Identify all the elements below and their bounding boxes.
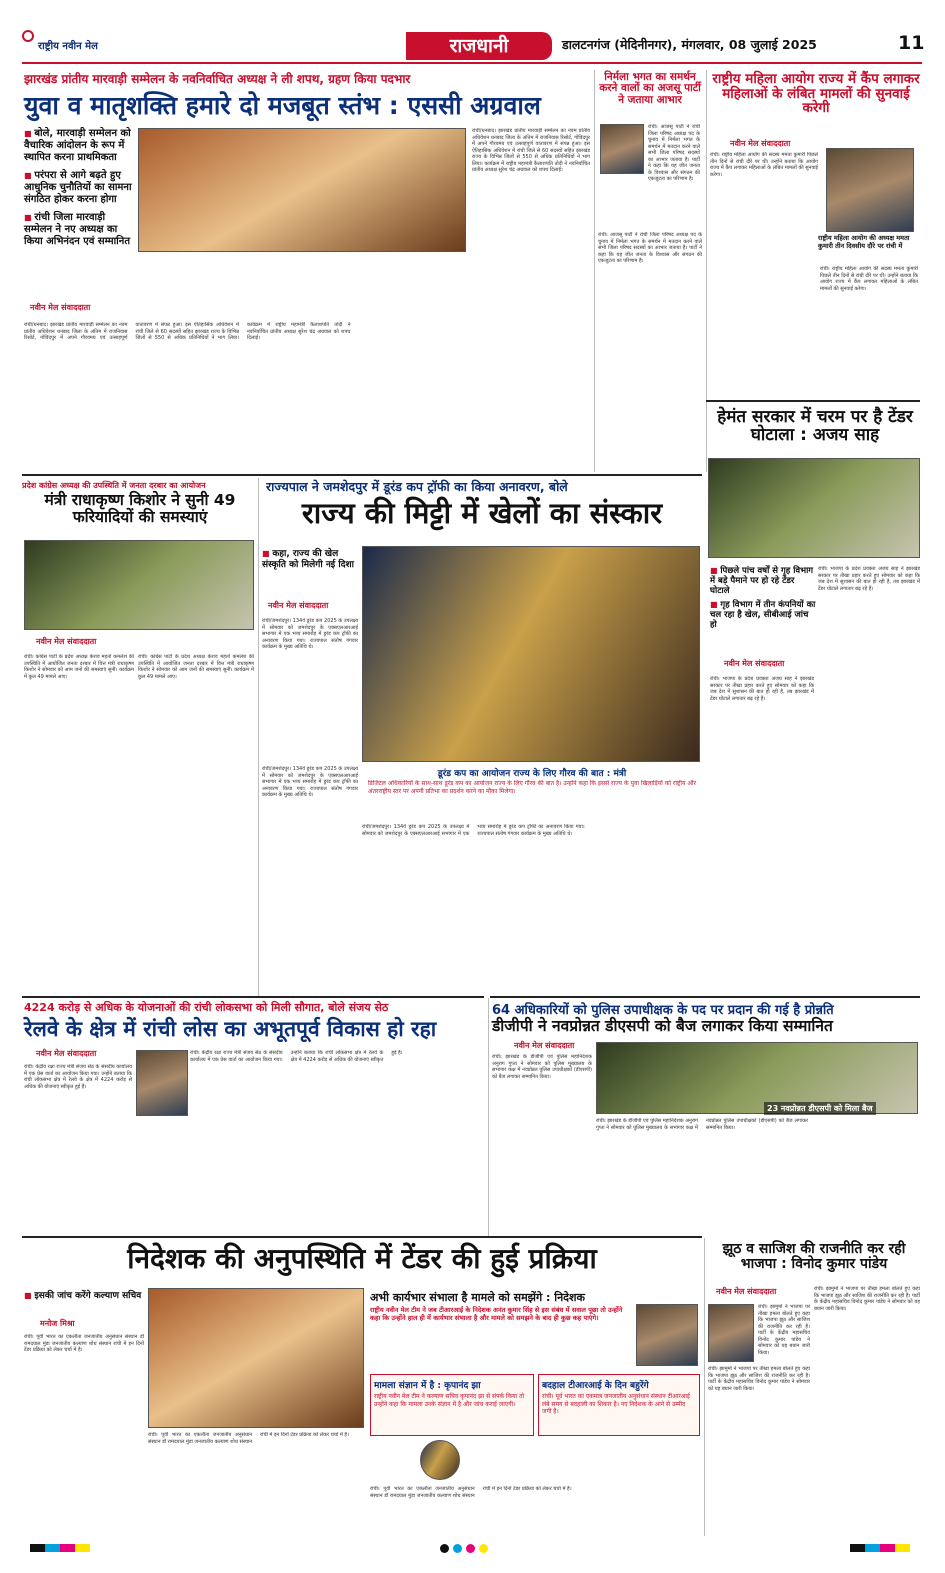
story3-photo-caption: राष्ट्रीय महिला आयोग की अध्यक्ष ममता कुमारी तीन दिवसीय दौरे पर रांची में xyxy=(818,234,910,250)
story6-body-cont: रांची/जमशेदपुर। 134वें डूरंड कप 2025 के उपलक्ष्य में सोमवार को जमशेदपुर के एक्सएलआरआई सभागार में एक भव्य समारोह में डूरंड कप ट्रॉफी का अनावरण किया गया। राज्यपाल संतोष गंगवार कार्यक्रम के मुख्य अतिथि थे। xyxy=(262,766,358,798)
story8-headline: डीजीपी ने नवप्रोन्नत डीएसपी को बैज लगाकर किया सम्मानित xyxy=(492,1017,833,1035)
story1-body: रांची/धनबाद। झारखंड प्रांतीय मारवाड़ी सम्मेलन का नवम प्रांतीय अधिवेशन धनबाद जिला के अंतिम में राजनिवास रिसोर्ट, गोविंदपुर में अपने गौरवमय एवं उत्साहपूर्ण वातावरण में संपन्न हुआ। इस ऐतिहासिक अधिवेशन में रांची जिले से 60 सदस्यों सहित झारखंड राज्य के विभिन्न जिलों से 550 से अधिक प्रतिनिधियों ने भाग लिया। कार्यक्रम में राष्ट्रीय महामंत्री कैलाशपति तोदी ने नवनिर्वाचित प्रांतीय अध्यक्ष सुरेश चंद्र अग्रवाल को शपथ दिलाई। xyxy=(24,322,351,341)
story4-bullets xyxy=(710,566,816,630)
story3-headline: राष्ट्रीय महिला आयोग राज्य में कैंप लगाकर महिलाओं के लंबित मामलों की सुनवाई करेगी xyxy=(712,71,920,117)
color-swatch xyxy=(880,1544,895,1552)
section-rule xyxy=(22,474,702,476)
color-swatch xyxy=(45,1544,60,1552)
column-rule xyxy=(488,998,489,1236)
story6-kicker: राज्यपाल ने जमशेदपुर में डूरंड कप ट्रॉफी का किया अनावरण, बोले xyxy=(266,479,568,494)
story1-kicker: झारखंड प्रांतीय मारवाड़ी सम्मेलन के नवनिर्वाचित अध्यक्ष ने ली शपथ, ग्रहण किया पदभार xyxy=(24,72,411,86)
story6-bullets xyxy=(262,548,358,571)
story10-body: रांची। झामुमो ने भाजपा पर तीखा हमला बोलते हुए कहा कि भाजपा झूठ और साजिश की राजनीति कर रही है। पार्टी के केंद्रीय महासचिव विनोद कुमार पांडेय ने सोमवार को यह बयान जारी किया। xyxy=(758,1304,810,1356)
story9-sub-lead: राष्ट्रीय नवीन मेल टीम ने जब टीआरआई के निदेशक अनंत कुमार सिंह से इस संबंध में सवाल पूछा तो उन्होंने कहा कि उन्होंने हाल ही में कार्यभार संभाला है और मामले को समझने के बाद ही कुछ कह पाएंगे। xyxy=(370,1306,623,1322)
dot xyxy=(440,1544,449,1553)
bullet: ■ पिछले पांच वर्षों से गृह विभाग में बड़े पैमाने पर हो रहे टेंडर घोटाले xyxy=(710,566,816,596)
story9-body: रांची। पूर्वी भारत का एकलौता जनजातीय अनुसंधान संस्थान डॉ रामदयाल मुंडा जनजातीय कल्याण शोध संस्थान रांची में इन दिनों टेंडर प्रक्रिया को लेकर चर्चा में है। xyxy=(24,1334,144,1353)
story6-byline: नवीन मेल संवाददाता xyxy=(268,601,329,610)
box2-title: बदहाल टीआरआई के दिन बहुरेंगे xyxy=(542,1381,649,1391)
story9-body-cont: रांची। पूर्वी भारत का एकलौता जनजातीय अनुसंधान संस्थान डॉ रामदयाल मुंडा जनजातीय कल्याण शोध संस्थान रांची में इन दिनों टेंडर प्रक्रिया को लेकर चर्चा में है। xyxy=(148,1432,349,1445)
story9-body-more: रांची। पूर्वी भारत का एकलौता जनजातीय अनुसंधान संस्थान डॉ रामदयाल मुंडा जनजातीय कल्याण शोध संस्थान रांची में इन दिनों टेंडर प्रक्रिया को लेकर चर्चा में है। xyxy=(370,1486,572,1499)
story4-byline: नवीन मेल संवाददाता xyxy=(724,659,785,668)
story5-byline: नवीन मेल संवाददाता xyxy=(36,637,97,646)
story10-headline: झूठ व साजिश की राजनीति कर रही भाजपा : विनोद कुमार पांडेय xyxy=(722,1241,906,1273)
column-rule xyxy=(706,70,707,472)
dateline: डालटनगंज (मेदिनीनगर), मंगलवार, 08 जुलाई 2025 xyxy=(562,37,817,52)
color-bar xyxy=(850,1544,910,1552)
story6-photo-caption-head: डूरंड कप का आयोजन राज्य के लिए गौरव की बात : मंत्री xyxy=(437,769,627,779)
story8-byline: नवीन मेल संवाददाता xyxy=(514,1041,575,1050)
story1-body-cont: रांची/धनबाद। झारखंड प्रांतीय मारवाड़ी सम्मेलन का नवम प्रांतीय अधिवेशन धनबाद जिला के अंतिम में राजनिवास रिसोर्ट, गोविंदपुर में अपने गौरवमय एवं उत्साहपूर्ण वातावरण में संपन्न हुआ। इस ऐतिहासिक अधिवेशन में रांची जिले से 60 सदस्यों सहित झारखंड राज्य के विभिन्न जिलों से 550 से अधिक प्रतिनिधियों ने भाग लिया। कार्यक्रम में राष्ट्रीय महामंत्री कैलाशपति तोदी ने नवनिर्वाचित प्रांतीय अध्यक्ष सुरेश चंद्र अग्रवाल को शपथ दिलाई। xyxy=(472,128,590,173)
box2-text: रांची। पूर्व भारत का एकमात्र जनजातीय अनुसंधान संस्थान टीआरआई लंबे समय से बदहाली का शिकार है। नए निदेशक के आने से उम्मीद जगी है। xyxy=(542,1393,690,1415)
story9-portrait-photo xyxy=(420,1440,460,1480)
story7-kicker: 4224 करोड़ से अधिक के योजनाओं की रांची लोकसभा को मिली सौगात, बोले संजय सेठ xyxy=(24,1001,389,1014)
dot xyxy=(479,1544,488,1553)
story2-body-cont: रांची। आजसू पार्टी ने रांची जिला परिषद अध्यक्ष पद के चुनाव में निर्मला भगत के समर्थन में मतदान करने वाले सभी जिला परिषद सदस्यों का आभार जताया है। पार्टी ने कहा कि यह जीत जनता के विश्वास और संगठन की एकजुटता का परिणाम है। xyxy=(598,232,702,264)
story7-photo xyxy=(136,1050,188,1116)
masthead-rule xyxy=(22,62,922,64)
story7-body: रांची। केंद्रीय रक्षा राज्य मंत्री संजय सेठ के संसदीय कार्यालय में एक प्रेस वार्ता का आयोजन किया गया। उन्होंने बताया कि रांची लोकसभा क्षेत्र में रेलवे के क्षेत्र में 4224 करोड़ से अधिक की योजनाएं स्वीकृत हुई हैं। xyxy=(24,1064,132,1090)
story4-headline: हेमंत सरकार में चरम पर है टेंडर घोटाला : अजय साह xyxy=(717,407,913,446)
story1-byline: नवीन मेल संवाददाता xyxy=(30,303,91,312)
story9-box2 xyxy=(538,1374,700,1436)
story9-box1 xyxy=(370,1374,534,1436)
bullet: ■ परंपरा से आगे बढ़ते हुए आधुनिक चुनौतियों का सामना संगठित होकर करना होगा xyxy=(24,170,132,206)
story6-photo-caption: डिजिटल अधिकारियों के साथ-साथ डूरंड कप का आयोजन राज्य के लिए गौरव की बात है। उन्होंने कहा कि इससे राज्य के युवा खिलाड़ियों को राष्ट्रीय और अंतरराष्ट्रीय स्तर पर अपनी प्रतिभा का प्रदर्शन करने का मौका मिलेगा। xyxy=(368,780,696,795)
bullet: ■ बोले, मारवाड़ी सम्मेलन को वैचारिक आंदोलन के रूप में स्थापित करना प्राथमिकता xyxy=(24,128,132,164)
story1-photo xyxy=(138,128,466,252)
box1-title: मामला संज्ञान में है : कृपानंद झा xyxy=(374,1381,481,1391)
story10-body-more: रांची। झामुमो ने भाजपा पर तीखा हमला बोलते हुए कहा कि भाजपा झूठ और साजिश की राजनीति कर रही है। पार्टी के केंद्रीय महासचिव विनोद कुमार पांडेय ने सोमवार को यह बयान जारी किया। xyxy=(814,1286,920,1312)
color-bar xyxy=(30,1544,90,1552)
story8-body-cont: रांची। झारखंड के डीजीपी एवं पुलिस महानिदेशक अनुराग गुप्ता ने सोमवार को पुलिस मुख्यालय के सभागार कक्ष में नवप्रोन्नत पुलिस उपाधीक्षकों (डीएसपी) को बैज लगाकर सम्मानित किया। xyxy=(596,1118,808,1131)
story10-body-cont: रांची। झामुमो ने भाजपा पर तीखा हमला बोलते हुए कहा कि भाजपा झूठ और साजिश की राजनीति कर रही है। पार्टी के केंद्रीय महासचिव विनोद कुमार पांडेय ने सोमवार को यह बयान जारी किया। xyxy=(708,1366,810,1392)
story9-photo xyxy=(148,1288,364,1428)
registration-mark-icon xyxy=(22,30,34,42)
bullet: ■ गृह विभाग में तीन कंपनियों का चल रहा है खेल, सीबीआई जांच हो xyxy=(710,600,816,630)
section-rule xyxy=(22,1236,702,1238)
box1-text: राष्ट्रीय नवीन मेल टीम ने कल्याण सचिव कृपानंद झा से संपर्क किया तो उन्होंने कहा कि मामला उनके संज्ञान में है और जांच कराई जाएगी। xyxy=(374,1393,525,1408)
color-swatch xyxy=(850,1544,865,1552)
bullet: ■ कहा, राज्य की खेल संस्कृति को मिलेगी नई दिशा xyxy=(262,548,358,571)
story3-byline: नवीन मेल संवाददाता xyxy=(730,139,791,148)
color-swatch xyxy=(60,1544,75,1552)
story7-body-cont: रांची। केंद्रीय रक्षा राज्य मंत्री संजय सेठ के संसदीय कार्यालय में एक प्रेस वार्ता का आयोजन किया गया। उन्होंने बताया कि रांची लोकसभा क्षेत्र में रेलवे के क्षेत्र में 4224 करोड़ से अधिक की योजनाएं स्वीकृत हुई हैं। xyxy=(190,1050,403,1063)
story1-headline: युवा व मातृशक्ति हमारे दो मजबूत स्तंभ : एससी अग्रवाल xyxy=(24,91,541,120)
dot xyxy=(453,1544,462,1553)
story4-body: रांची। भाजपा के प्रदेश प्रवक्ता अजय साह ने झारखंड सरकार पर तीखा प्रहार करते हुए सोमवार को कहा कि जब देश में सुशासन की बात हो रही है, तब झारखंड में टेंडर घोटाले लगातार बढ़ रहे हैं। xyxy=(710,676,814,702)
story2-headline: निर्मला भगत का समर्थन करने वालों का अजसू पार्टी ने जताया आभार xyxy=(599,71,701,106)
story2-photo xyxy=(600,124,644,174)
dot xyxy=(466,1544,475,1553)
story2-body: रांची। आजसू पार्टी ने रांची जिला परिषद अध्यक्ष पद के चुनाव में निर्मला भगत के समर्थन में मतदान करने वाले सभी जिला परिषद सदस्यों का आभार जताया है। पार्टी ने कहा कि यह जीत जनता के विश्वास और संगठन की एकजुटता का परिणाम है। xyxy=(648,124,700,182)
bullet: ■ रांची जिला मारवाड़ी सम्मेलन ने नए अध्यक्ष का किया अभिनंदन एवं सम्मानित xyxy=(24,212,132,248)
story5-body-cont: रांची। कांग्रेस पार्टी के प्रदेश अध्यक्ष केशव महतो कमलेश की उपस्थिति में आयोजित जनता दरबार में वित्त मंत्री राधाकृष्ण किशोर ने सोमवार को आम जनों की समस्याएं सुनीं। कार्यक्रम में कुल 49 मामले आए। xyxy=(138,654,254,680)
story9-inset-photo xyxy=(636,1304,698,1366)
story8-photo-caption: 23 नवप्रोन्नत डीएसपी को मिला बैज xyxy=(764,1102,876,1115)
bullet: ■ इसकी जांच करेंगे कल्याण सचिव xyxy=(24,1290,142,1302)
story6-headline: राज्य की मिट्टी में खेलों का संस्कार xyxy=(301,496,663,530)
column-rule xyxy=(594,70,595,472)
column-rule xyxy=(258,478,259,996)
column-rule xyxy=(704,1238,705,1536)
story7-byline: नवीन मेल संवाददाता xyxy=(36,1049,97,1058)
story8-body: रांची। झारखंड के डीजीपी एवं पुलिस महानिदेशक अनुराग गुप्ता ने सोमवार को पुलिस मुख्यालय के सभागार कक्ष में नवप्रोन्नत पुलिस उपाधीक्षकों (डीएसपी) को बैज लगाकर सम्मानित किया। xyxy=(492,1054,592,1080)
story10-photo xyxy=(708,1304,754,1362)
masthead xyxy=(22,30,925,64)
story6-body-more: रांची/जमशेदपुर। 134वें डूरंड कप 2025 के उपलक्ष्य में सोमवार को जमशेदपुर के एक्सएलआरआई सभागार में एक भव्य समारोह में डूरंड कप ट्रॉफी का अनावरण किया गया। राज्यपाल संतोष गंगवार कार्यक्रम के मुख्य अतिथि थे। xyxy=(362,824,585,837)
story9-bullets xyxy=(24,1290,142,1302)
story10-byline: नवीन मेल संवाददाता xyxy=(716,1287,777,1296)
story5-kicker: प्रदेश कांग्रेस अध्यक्ष की उपस्थिति में जनता दरबार का आयोजन xyxy=(22,481,206,490)
story9-subhead: अभी कार्यभार संभाला है मामले को समझेंगे : निदेशक xyxy=(370,1291,585,1304)
color-swatch xyxy=(895,1544,910,1552)
story3-photo xyxy=(826,148,914,232)
story8-kicker: 64 अधिकारियों को पुलिस उपाधीक्षक के पद पर प्रदान की गई है प्रोन्नति xyxy=(492,1003,834,1018)
story9-headline: निदेशक की अनुपस्थिति में टेंडर की हुई प्रक्रिया xyxy=(127,1242,597,1275)
section-rule xyxy=(22,996,484,998)
story4-photo xyxy=(708,458,920,558)
story5-headline: मंत्री राधाकृष्ण किशोर ने सुनी 49 फरियादियों की समस्याएं xyxy=(44,491,236,526)
page-number: 11 xyxy=(898,32,925,54)
story9-byline: मनोज मिश्रा xyxy=(40,1319,75,1328)
story5-body: रांची। कांग्रेस पार्टी के प्रदेश अध्यक्ष केशव महतो कमलेश की उपस्थिति में आयोजित जनता दरबार में वित्त मंत्री राधाकृष्ण किशोर ने सोमवार को आम जनों की समस्याएं सुनीं। कार्यक्रम में कुल 49 मामले आए। xyxy=(24,654,134,680)
story3-body: रांची। राष्ट्रीय महिला आयोग की सदस्य ममता कुमारी पिछले तीन दिनों से रांची दौरे पर थीं। उन्होंने बताया कि आयोग राज्य में कैंप लगाकर महिलाओं के लंबित मामलों की सुनवाई करेगा। xyxy=(710,152,818,178)
story1-bullets xyxy=(24,128,132,248)
story4-body-cont: रांची। भाजपा के प्रदेश प्रवक्ता अजय साह ने झारखंड सरकार पर तीखा प्रहार करते हुए सोमवार को कहा कि जब देश में सुशासन की बात हो रही है, तब झारखंड में टेंडर घोटाले लगातार बढ़ रहे हैं। xyxy=(818,566,920,592)
color-swatch xyxy=(75,1544,90,1552)
section-rule xyxy=(490,996,920,998)
paper-name: राष्ट्रीय नवीन मेल xyxy=(38,41,98,52)
section-rule xyxy=(706,400,920,402)
color-swatch xyxy=(865,1544,880,1552)
color-swatch xyxy=(30,1544,45,1552)
story6-photo xyxy=(362,546,700,762)
section-banner: राजधानी xyxy=(406,32,552,60)
story3-body-cont: रांची। राष्ट्रीय महिला आयोग की सदस्य ममता कुमारी पिछले तीन दिनों से रांची दौरे पर थीं। उन्होंने बताया कि आयोग राज्य में कैंप लगाकर महिलाओं के लंबित मामलों की सुनवाई करेगा। xyxy=(820,266,918,292)
story5-photo xyxy=(24,540,254,630)
story6-body: रांची/जमशेदपुर। 134वें डूरंड कप 2025 के उपलक्ष्य में सोमवार को जमशेदपुर के एक्सएलआरआई सभागार में एक भव्य समारोह में डूरंड कप ट्रॉफी का अनावरण किया गया। राज्यपाल संतोष गंगवार कार्यक्रम के मुख्य अतिथि थे। xyxy=(262,618,358,650)
register-dots xyxy=(440,1544,500,1554)
story7-headline: रेलवे के क्षेत्र में रांची लोस का अभूतपूर्व विकास हो रहा xyxy=(24,1017,437,1041)
